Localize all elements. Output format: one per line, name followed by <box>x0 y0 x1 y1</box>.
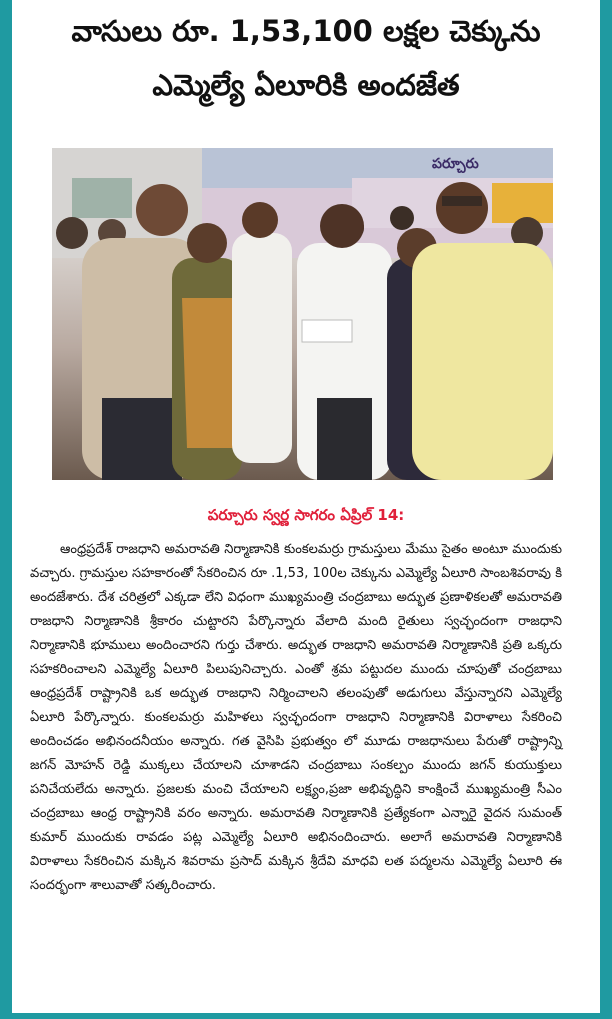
person-1-head <box>136 184 188 236</box>
news-photo <box>52 148 553 480</box>
article-body: ఆంధ్రప్రదేశ్ రాజధాని అమరావతి నిర్మాణానికి కుంకలమర్రు గ్రామస్తులు మేము సైతం అంటూ ముందుకు వచ్చారు. గ్రామస్తుల సహకారంతో సేకరించిన రూ .1,53, 100ల చెక్కును ఎమ్మెల్యే ఏలూరి సాంబశివరావు కి అందజేశారు. దేశ చరిత్రలో ఎక్కడా లేని విధంగా ముఖ్యమంత్రి చంద్రబాబు అద్భుత ప్రణాళికలతో అమరావతి రాజధాని నిర్మాణానికి శ్రీకారం చుట్టారని పేర్కొన్నారు వేలాది మంది రైతులు స్వచ్ఛందంగా రాజధాని నిర్మాణానికి భూములు అందించారని గుర్తు చేశారు. అద్భుత రాజధాని అమరావతి నిర్మాణానికి ప్రతి ఒక్కరు సహకరించాలని ఎమ్మెల్యే ఏలూరి పిలుపునిచ్చారు. ఎంతో శ్రమ పట్టుదల ముందు చూపుతో చంద్రబాబు ఆంధ్రప్రదేశ్ రాష్ట్రానికి ఒక అద్భుత రాజధాని నిర్మించాలని తలంపుతో అడుగులు వేస్తున్నారని ఎమ్మెల్యే ఏలూరి పేర్కొన్నారు. కుంకలమర్రు మహిళలు స్వచ్ఛందంగా రాజధాని నిర్మాణానికి విరాళాలు సేకరించి అందించడం అభినందనీయం అన్నారు. గత వైసిపి ప్రభుత్వం లో మూడు రాజధానులు పేరుతో రాష్ట్రాన్ని జగన్ మోహన్ రెడ్డి ముక్కలు చేయాలని చూశాడని చంద్రబాబు సంకల్పం ముందు జగన్ కుయుక్తులు పనిచేయలేదు అన్నారు. ప్రజలకు మంచి చేయాలని లక్ష్యం,ప్రజా అభివృద్ధిని కాంక్షించే ముఖ్యమంత్రి సీఎం చంద్రబాబు ఆంధ్ర రాష్ట్రానికి వరం అన్నారు. అమరావతి నిర్మాణానికి ప్రత్యేకంగా ఎన్నారై వైదన సుమంత్ కుమార్ ముందుకు రావడం పట్ల ఎమ్మెల్యే ఏలూరి అభినందించారు. అలాగే అమరావతి నిర్మాణానికి విరాళాలు సేకరించిన మక్కిన శివరామ ప్రసాద్ మక్కిన శ్రీదేవి మాధవి లత పద్మలను ఎమ్మెల్యే ఏలూరి ఈ సందర్భంగా శాలువాతో సత్కరించారు. <box>30 542 562 893</box>
person-4-head <box>320 204 364 248</box>
photo-illustration <box>52 148 553 480</box>
cheque <box>302 320 352 342</box>
window <box>72 178 132 218</box>
person-6-shirt <box>412 243 553 480</box>
banner-text: పర్చూరు <box>432 156 479 172</box>
person-2-head <box>187 223 227 263</box>
person-3-head <box>242 202 278 238</box>
dateline: పర్చూరు స్వర్ణ సాగరం ఏప్రిల్ 14: <box>207 506 405 524</box>
banner-yellow <box>492 183 553 223</box>
headline-line-1: వాసులు రూ. 1,53,100 లక్షల చెక్కును <box>71 14 541 48</box>
person-6-head <box>436 182 488 234</box>
person-3-shirt <box>232 233 292 463</box>
headline-line-2: ఎమ్మెల్యే ఏలూరికి అందజేత <box>152 68 460 102</box>
